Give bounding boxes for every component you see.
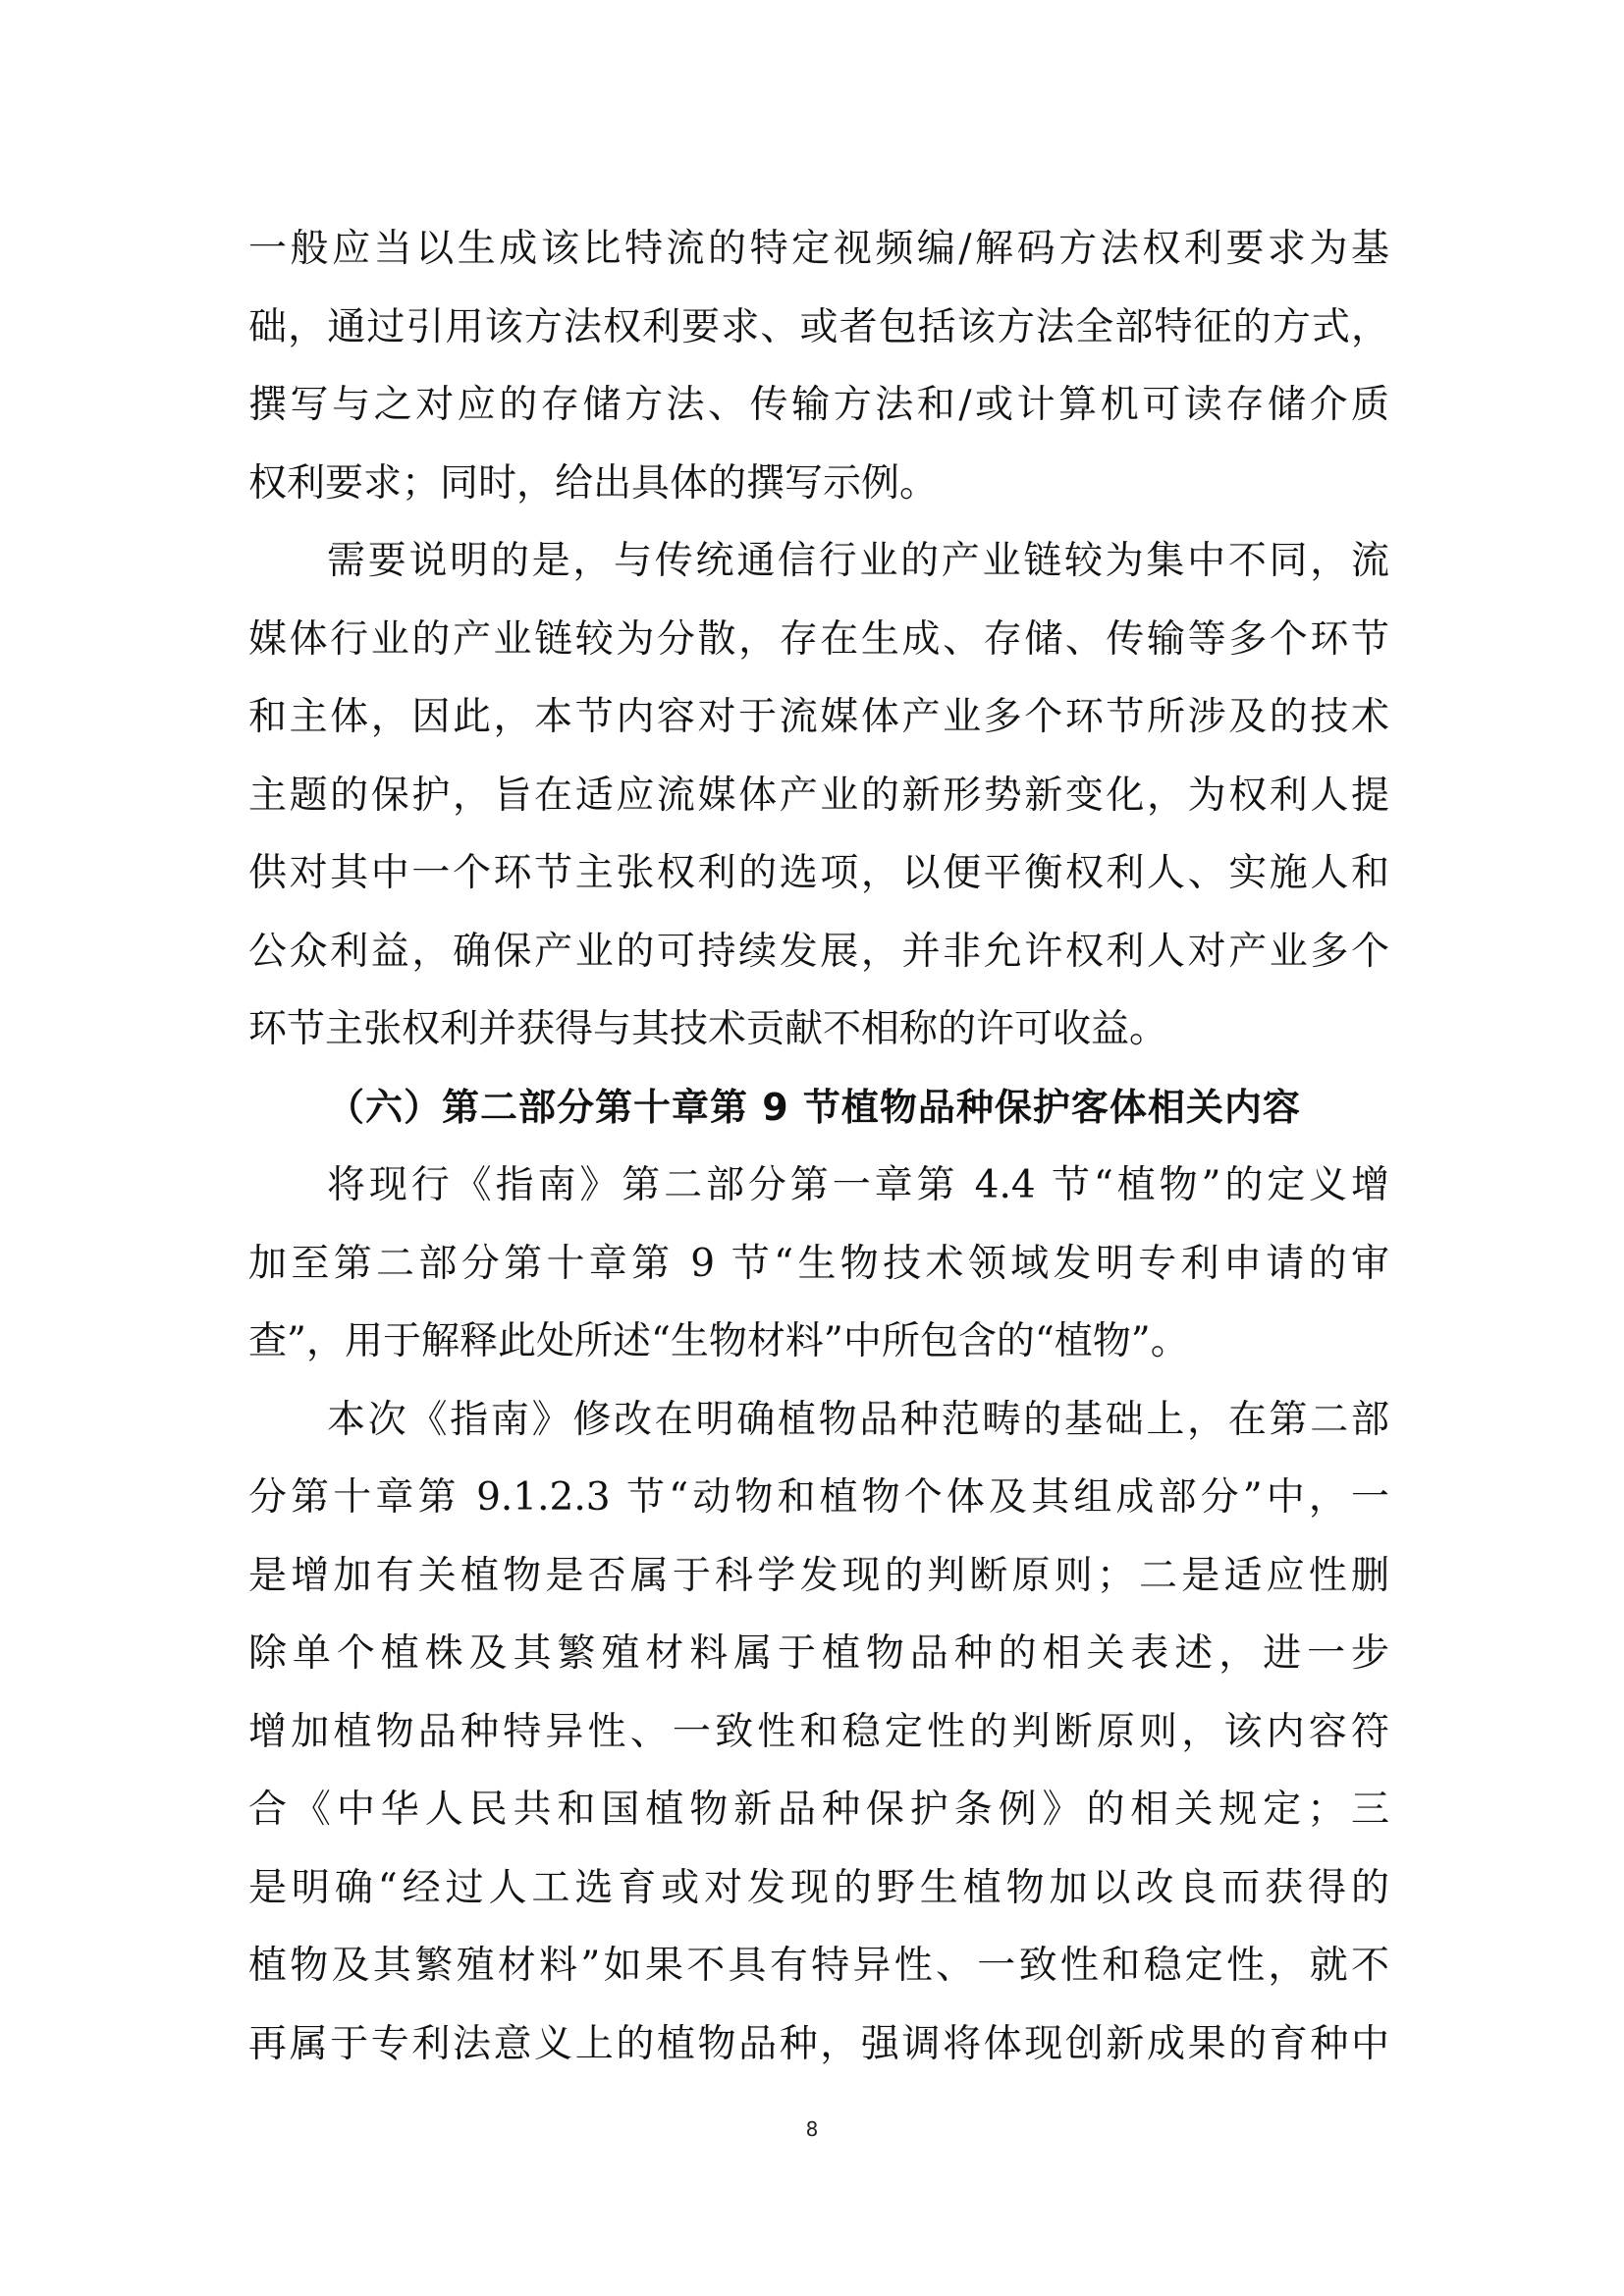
paragraph-first-line: 需要说明的是，与传统通信行业的产业链较为集中不同，流 [327, 539, 1389, 583]
text-line: 是明确“经过人工选育或对发现的野生植物加以改良而获得的 [248, 1865, 1389, 1910]
text-line: 合《中华人民共和国植物新品种保护条例》的相关规定；三 [248, 1788, 1389, 1832]
text-line: 权利要求；同时，给出具体的撰写示例。 [248, 460, 939, 506]
paragraph-first-line: 本次《指南》修改在明确植物品种范畴的基础上，在第二部 [327, 1397, 1389, 1442]
text-line: 环节主张权利并获得与其技术贡献不相称的许可收益。 [248, 1007, 1168, 1051]
text-line: 分第十章第 9.1.2.3 节“动物和植物个体及其组成部分”中，一 [248, 1475, 1389, 1520]
text-line: 公众利益，确保产业的可持续发展，并非允许权利人对产业多个 [248, 929, 1389, 974]
text-line: 撰写与之对应的存储方法、传输方法和/或计算机可读存储介质 [248, 383, 1389, 427]
section-heading: （六）第二部分第十章第 9 节植物品种保护客体相关内容 [327, 1085, 1301, 1129]
text-line: 媒体行业的产业链较为分散，存在生成、存储、传输等多个环节 [248, 616, 1389, 662]
text-line: 主题的保护，旨在适应流媒体产业的新形势新变化，为权利人提 [248, 773, 1389, 818]
text-line: 查”，用于解释此处所述“生物材料”中所包含的“植物”。 [248, 1319, 1189, 1363]
text-line: 植物及其繁殖材料”如果不具有特异性、一致性和稳定性，就不 [248, 1944, 1389, 1988]
text-line: 供对其中一个环节主张权利的选项，以便平衡权利人、实施人和 [248, 851, 1389, 895]
page-number: 8 [805, 2117, 819, 2141]
text-line: 和主体，因此，本节内容对于流媒体产业多个环节所涉及的技术 [248, 695, 1389, 739]
text-line: 础，通过引用该方法权利要求、或者包括该方法全部特征的方式， [248, 304, 1389, 349]
text-line: 再属于专利法意义上的植物品种，强调将体现创新成果的育种中 [248, 2021, 1389, 2066]
text-line: 一般应当以生成该比特流的特定视频编/解码方法权利要求为基 [248, 227, 1389, 271]
text-line: 加至第二部分第十章第 9 节“生物技术领域发明专利申请的审 [248, 1241, 1389, 1286]
text-line: 增加植物品种特异性、一致性和稳定性的判断原则，该内容符 [248, 1709, 1389, 1754]
text-line: 除单个植株及其繁殖材料属于植物品种的相关表述，进一步 [248, 1631, 1389, 1676]
text-line: 是增加有关植物是否属于科学发现的判断原则；二是适应性删 [248, 1553, 1389, 1598]
paragraph-first-line: 将现行《指南》第二部分第一章第 4.4 节“植物”的定义增 [327, 1163, 1389, 1207]
document-body [248, 210, 1389, 2083]
